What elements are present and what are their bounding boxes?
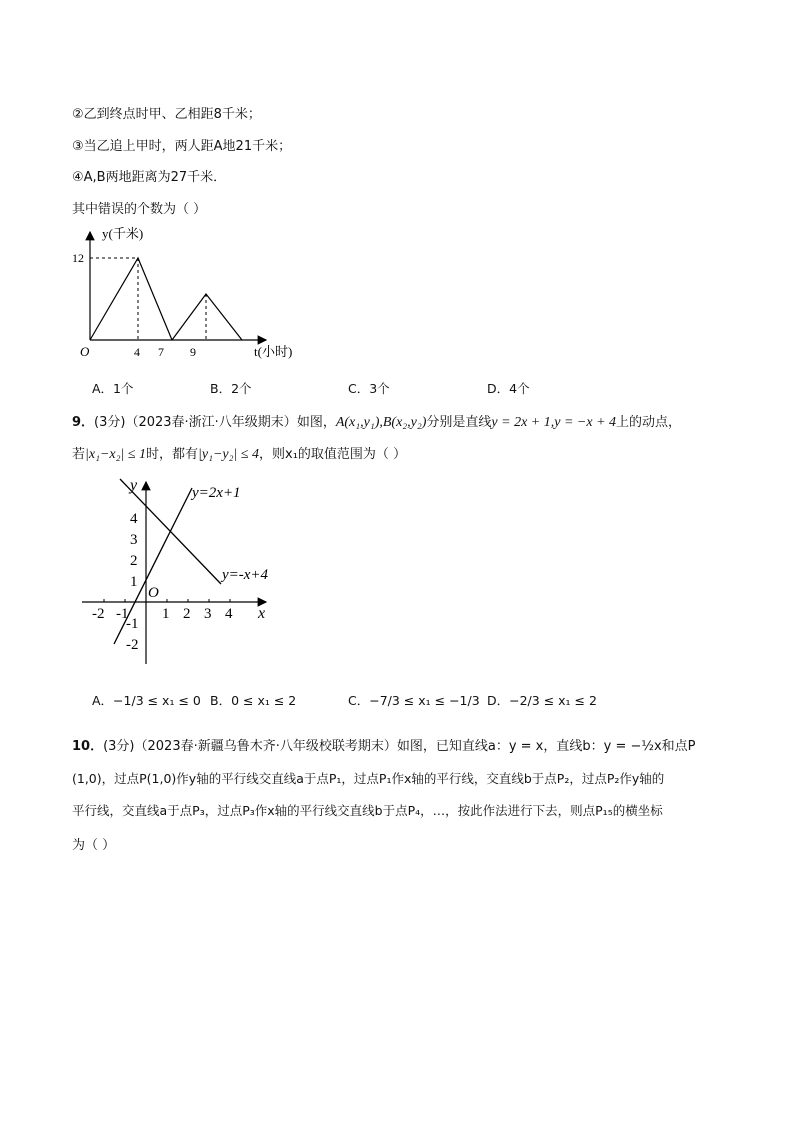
q9-y-tick-2: 2 (130, 553, 138, 569)
q9-option-c[interactable]: C．−7/3 ≤ x₁ ≤ −1/3 (348, 693, 480, 708)
q9-x-axis-label: x (258, 605, 266, 622)
q9-x-tick-3: 3 (204, 606, 212, 622)
q9-y-tick-1: 1 (130, 574, 138, 590)
q9-y-axis-label: y (130, 477, 138, 494)
q9-x-tick-1: 1 (162, 606, 170, 622)
q9-line-2: 若|x₁−x₂| ≤ 1时，都有|y₁−y₂| ≤ 4，则x₁的取值范围为（ ） (72, 447, 407, 462)
q8-prompt: 其中错误的个数为（ ） (72, 202, 207, 217)
q9-line1-label: y=2x+1 (192, 485, 241, 501)
q8-x-tick-7: 7 (158, 345, 164, 359)
q8-line-jia (90, 258, 172, 340)
q8-option-d[interactable]: D．4个 (487, 381, 530, 396)
q8-statement-3: ③当乙追上甲时，两人距A地21千米； (72, 139, 292, 154)
q10-meta: (3分)（2023春·新疆乌鲁木齐·八年级校联考期末） (103, 739, 397, 754)
q9-x-tick-neg2: -2 (92, 606, 105, 622)
q8-origin: O (80, 344, 90, 359)
q8-y-label: y(千米) (102, 226, 144, 241)
q8-graph (72, 222, 312, 367)
q8-option-b[interactable]: B．2个 (210, 381, 252, 396)
q10-line-3: 平行线，交直线a于点P₃，过点P₃作x轴的平行线交直线b于点P₄，…，按此作法进行下去，则点P₁₅的横坐标 (72, 803, 663, 818)
q10-number: 10． (72, 739, 104, 754)
q9-y-tick-4: 4 (130, 511, 138, 527)
q9-meta: (3分)（2023春·浙江·八年级期末） (94, 415, 297, 430)
q10-line-2: (1,0)，过点P(1,0)作y轴的平行线交直线a于点P₁，过点P₁作x轴的平行线，交直线b于点P₂，过点P₂作y轴的 (72, 771, 665, 786)
q10-line-4: 为（ ） (72, 838, 116, 853)
q9-option-d[interactable]: D．−2/3 ≤ x₁ ≤ 2 (487, 693, 597, 708)
q9-number: 9． (72, 415, 95, 430)
q8-x-tick-4: 4 (134, 345, 140, 359)
q9-y-tick-3: 3 (130, 532, 138, 548)
q8-statement-2: ②乙到终点时甲、乙相距8千米； (72, 107, 261, 122)
q9-y-tick-neg1: -1 (126, 616, 139, 632)
q9-option-b[interactable]: B．0 ≤ x₁ ≤ 2 (210, 693, 297, 708)
q9-option-a[interactable]: A．−1/3 ≤ x₁ ≤ 0 (92, 693, 201, 708)
q9-y-tick-neg2: -2 (126, 637, 139, 653)
q8-statement-4: ④A,B两地距离为27千米． (72, 170, 227, 185)
q8-option-a[interactable]: A．1个 (92, 381, 134, 396)
q9-line2-label: y=-x+4 (222, 567, 269, 583)
q9-x-tick-neg1: -1 (116, 606, 129, 622)
q9-line-1: 9．(3分)（2023春·浙江·八年级期末）如图，A(x₁,y₁),B(x₂,y₂)分别是直线y = 2x + 1,y = −x + 4上的动点， (72, 415, 682, 430)
q8-line-yi (172, 294, 242, 340)
q8-x-label: t(小时) (254, 344, 293, 359)
q10-line-1: 10．(3分)（2023春·新疆乌鲁木齐·八年级校联考期末）如图，已知直线a：y = x，直线b：y = −½x和点P (72, 739, 696, 754)
q9-origin: O (148, 585, 159, 601)
q8-option-c[interactable]: C．3个 (348, 381, 390, 396)
q9-x-tick-2: 2 (183, 606, 191, 622)
q9-x-tick-4: 4 (225, 606, 233, 622)
q8-x-tick-9: 9 (190, 345, 196, 359)
q9-graph (76, 474, 286, 670)
q8-y-tick-12: 12 (72, 251, 84, 265)
